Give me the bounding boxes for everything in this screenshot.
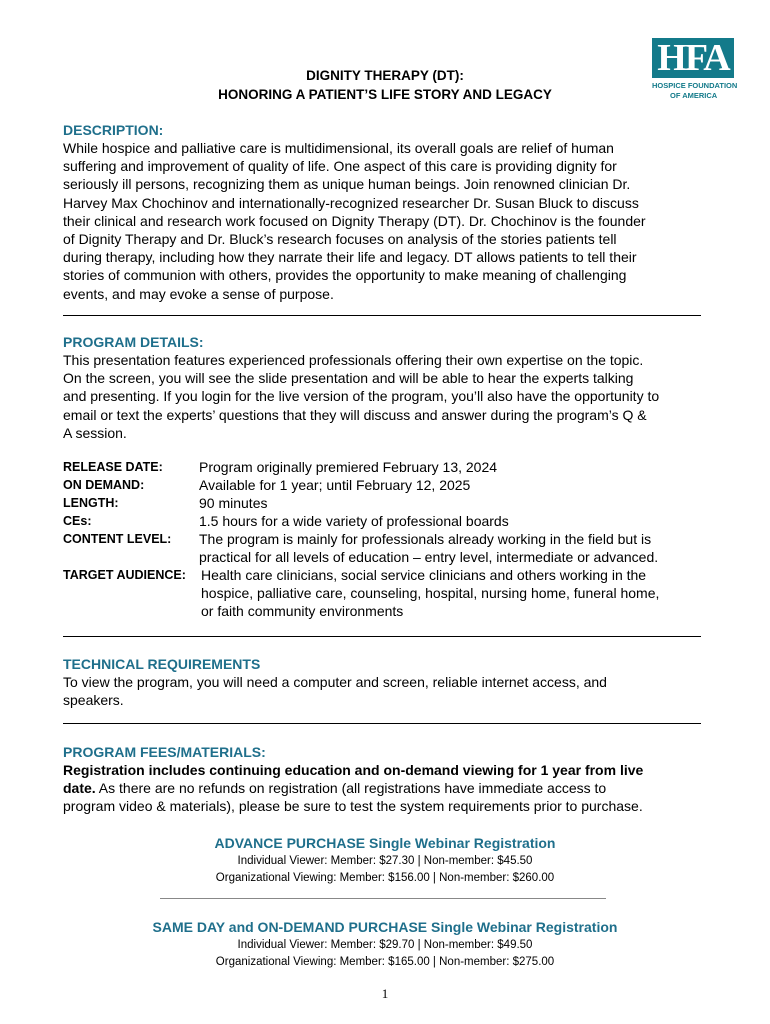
description-line: seriously ill persons, recognizing them as unique human beings. Join renowned clinician Dr. xyxy=(63,176,631,193)
fees-divider xyxy=(160,898,606,899)
technical-heading: TECHNICAL REQUIREMENTS xyxy=(63,656,261,672)
title-line-1: DIGNITY THERAPY (DT): xyxy=(306,68,464,83)
description-line: events, and may evoke a sense of purpose. xyxy=(63,285,334,302)
detail-length: LENGTH: 90 minutes xyxy=(63,495,268,511)
detail-content-level: CONTENT LEVEL: The program is mainly for professionals already working in the field but is practical for all levels of education – entry level, intermediate or advanced. xyxy=(63,531,659,565)
description-line: suffering and improvement of quality of life. One aspect of this care is providing dignity for xyxy=(63,158,617,175)
detail-on-demand: ON DEMAND: Available for 1 year; until February 12, 2025 xyxy=(63,477,471,493)
description-line: during therapy, including how they narrate their life and legacy. DT allows patients to tell their xyxy=(63,249,637,266)
program-details-body xyxy=(63,351,708,442)
document-title xyxy=(0,66,770,104)
technical-section xyxy=(63,655,708,709)
description-line: their clinical and research work focused on Dignity Therapy (DT). Dr. Chochinov is the founder xyxy=(63,212,646,229)
description-heading: DESCRIPTION: xyxy=(63,122,164,138)
program-details-list xyxy=(63,458,708,620)
title-line-2: HONORING A PATIENT’S LIFE STORY AND LEGACY xyxy=(218,87,552,102)
program-line: A session. xyxy=(63,424,127,441)
logo-line-1: HOSPICE FOUNDATION xyxy=(652,81,738,90)
program-details-section xyxy=(63,333,708,442)
detail-release-date: RELEASE DATE: Program originally premiered February 13, 2024 xyxy=(63,459,498,475)
same-day-individual-price: Individual Viewer: Member: $29.70 | Non-member: $49.50 xyxy=(237,939,533,951)
same-day-purchase-block xyxy=(0,917,770,971)
section-divider xyxy=(63,636,701,637)
advance-organizational-price: Organizational Viewing: Member: $156.00 | Non-member: $260.00 xyxy=(215,872,555,884)
program-line: email or text the experts’ questions that they will discuss and answer during the program’s Q & xyxy=(63,406,647,423)
description-line: While hospice and palliative care is multidimensional, its overall goals are relief of human xyxy=(63,140,614,156)
section-divider xyxy=(63,723,701,724)
same-day-organizational-price: Organizational Viewing: Member: $165.00 | Non-member: $275.00 xyxy=(215,956,555,968)
description-section xyxy=(63,121,708,303)
fees-line-2: date. As there are no refunds on registration (all registrations have immediate access to xyxy=(63,780,607,797)
description-line: of Dignity Therapy and Dr. Bluck’s research focuses on analysis of the stories patients tell xyxy=(63,231,617,248)
same-day-purchase-heading: SAME DAY and ON-DEMAND PURCHASE Single Webinar Registration xyxy=(152,919,618,935)
fees-section xyxy=(63,743,708,816)
description-line: Harvey Max Chochinov and internationally-recognized researcher Dr. Susan Bluck to discuss xyxy=(63,194,639,211)
fees-line-3: program video & materials), please be sure to test the system requirements prior to purchase. xyxy=(63,798,643,815)
logo-mark: HFA xyxy=(652,38,734,78)
description-body xyxy=(63,139,708,303)
detail-target-audience: TARGET AUDIENCE: Health care clinicians, social service clinicians and others working in the hospice, palliative care, counseling, hospital, nursing home, funeral home, or faith community environments xyxy=(63,567,660,619)
program-line: On the screen, you will see the slide presentation and will be able to hear the experts talking xyxy=(63,370,634,387)
technical-line: speakers. xyxy=(63,692,124,709)
program-line: and presenting. If you login for the live version of the program, you’ll also have the opportunity to xyxy=(63,388,660,405)
advance-purchase-block xyxy=(0,833,770,887)
fees-heading: PROGRAM FEES/MATERIALS: xyxy=(63,744,266,760)
section-divider xyxy=(63,315,701,316)
program-line: This presentation features experienced professionals offering their own expertise on the topic. xyxy=(63,352,644,368)
program-details-heading: PROGRAM DETAILS: xyxy=(63,334,204,350)
advance-individual-price: Individual Viewer: Member: $27.30 | Non-member: $45.50 xyxy=(237,855,533,867)
logo-line-2: OF AMERICA xyxy=(670,91,718,100)
advance-purchase-heading: ADVANCE PURCHASE Single Webinar Registration xyxy=(214,835,556,851)
detail-ces: CEs: 1.5 hours for a wide variety of professional boards xyxy=(63,513,509,529)
page-number: 1 xyxy=(381,986,389,1001)
technical-line: To view the program, you will need a computer and screen, reliable internet access, and xyxy=(63,674,607,690)
description-line: stories of communion with others, provides the opportunity to make meaning of challenging xyxy=(63,267,627,284)
fees-bold-line: Registration includes continuing education and on-demand viewing for 1 year from live xyxy=(63,762,644,778)
